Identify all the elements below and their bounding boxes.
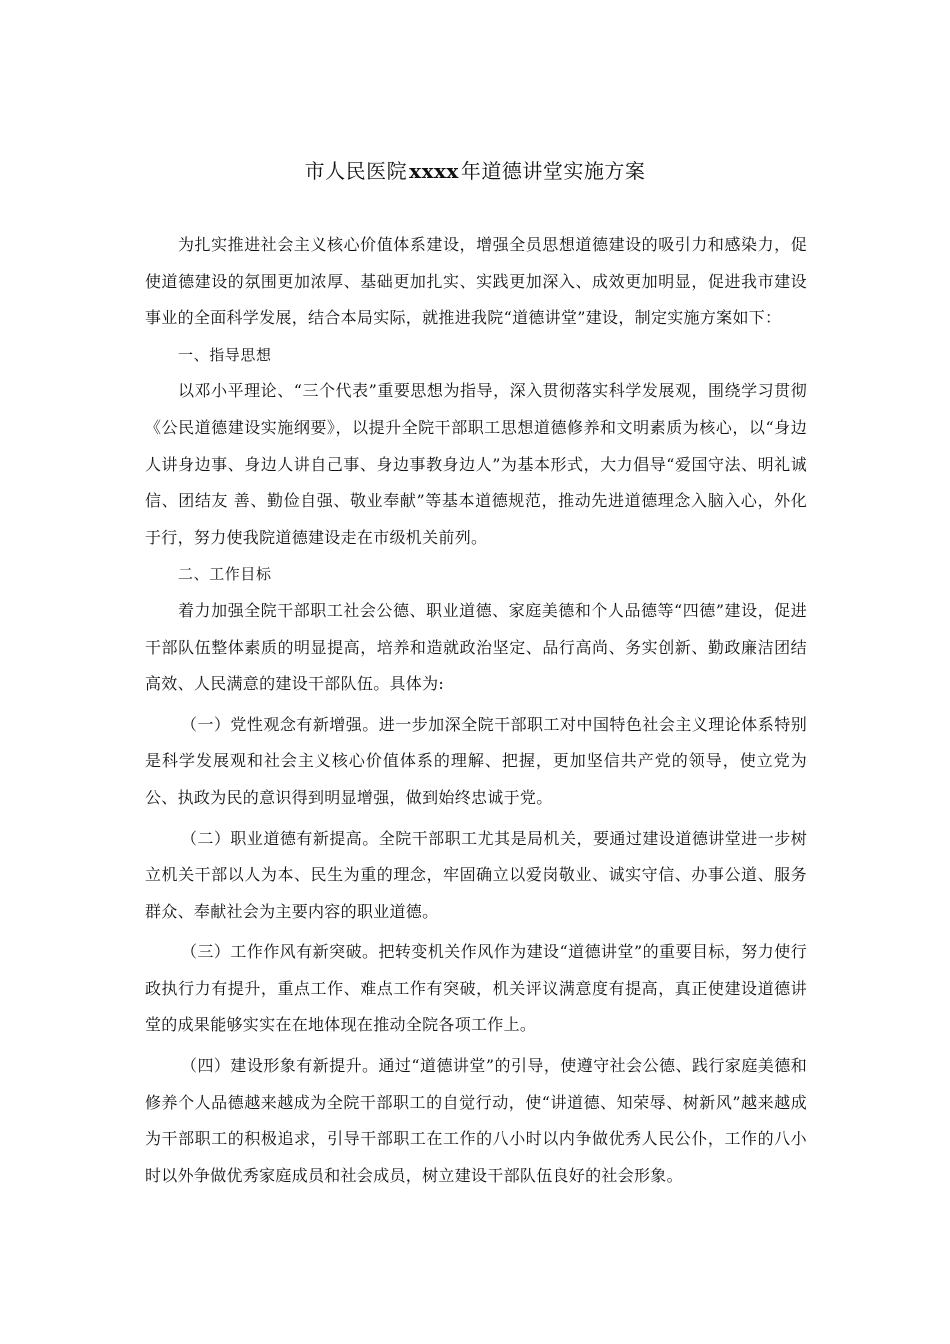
document-title — [0, 153, 950, 189]
section-heading-work-goals: 二、工作目标 — [178, 565, 272, 584]
goal-item-4: （四）建设形象有新提升。通过“道德讲堂”的引导，使遵守社会公德、践行家庭美德和修养个人品德越来越成为全院干部职工的自觉行动，使“讲道德、知荣辱、树新风”越来越成为干部职工的积极追求，引导干部职工在工作的八小时以内争做优秀人民公仆，工作的八小时以外争做优秀家庭成员和社会成员，树立建设干部队伍良好的社会形象。 — [145, 1056, 807, 1185]
goal-item-1: （一）党性观念有新增强。进一步加深全院干部职工对中国特色社会主义理论体系特别是科学发展观和社会主义核心价值体系的理解、把握，更加坚信共产党的领导，使立党为公、执政为民的意识得到明显增强，做到始终忠诚于党。 — [145, 714, 807, 807]
goal-item-3: （三）工作作风有新突破。把转变机关作风作为建设“道德讲堂”的重要目标，努力使行政执行力有提升，重点工作、难点工作有突破，机关评议满意度有提高，真正使建设道德讲堂的成果能够实实在在地体现在推动全院各项工作上。 — [145, 942, 807, 1035]
work-goals-paragraph: 着力加强全院干部职工社会公德、职业道德、家庭美德和个人品德等“四德”建设，促进干部队伍整体素质的明显提高，培养和造就政治坚定、品行高尚、务实创新、勤政廉洁团结高效、人民满意的建设干部队伍。具体为: — [145, 600, 807, 694]
title-prefix: 市人民医院 — [304, 159, 408, 183]
guiding-thought-paragraph: 以邓小平理论、“三个代表”重要思想为指导，深入贯彻落实科学发展观，围绕学习贯彻《公民道德建设实施纲要》，以提升全院干部职工思想道德修养和文明素质为核心，以“身边人讲身边事、身边人讲自己事、身边事教身边人”为基本形式，大力倡导“爱国守法、明礼诚信、团结友 善、勤俭自强、敬业奉献”等基本道德规范，推动先进道德理念入脑入心，外化于行，努力使我院道德建设走在市级机关前列。 — [145, 381, 807, 547]
title-year-code: xxxx — [409, 159, 459, 183]
intro-paragraph: 为扎实推进社会主义核心价值体系建设，增强全员思想道德建设的吸引力和感染力，促使道德建设的氛围更加浓厚、基础更加扎实、实践更加深入、成效更加明显，促进我市建设事业的全面科学发展，结合本局实际，就推进我院“道德讲堂”建设，制定实施方案如下： — [145, 235, 807, 328]
document-body — [145, 227, 807, 1194]
title-suffix: 年道德讲堂实施方案 — [460, 159, 646, 183]
section-heading-guiding-thought: 一、指导思想 — [178, 345, 272, 364]
goal-item-2: （二）职业道德有新提高。全院干部职工尤其是局机关，要通过建设道德讲堂进一步树立机关干部以人为本、民生为重的理念，牢固确立以爱岗敬业、诚实守信、办事公道、服务群众、奉献社会为主要内容的职业道德。 — [145, 828, 807, 921]
